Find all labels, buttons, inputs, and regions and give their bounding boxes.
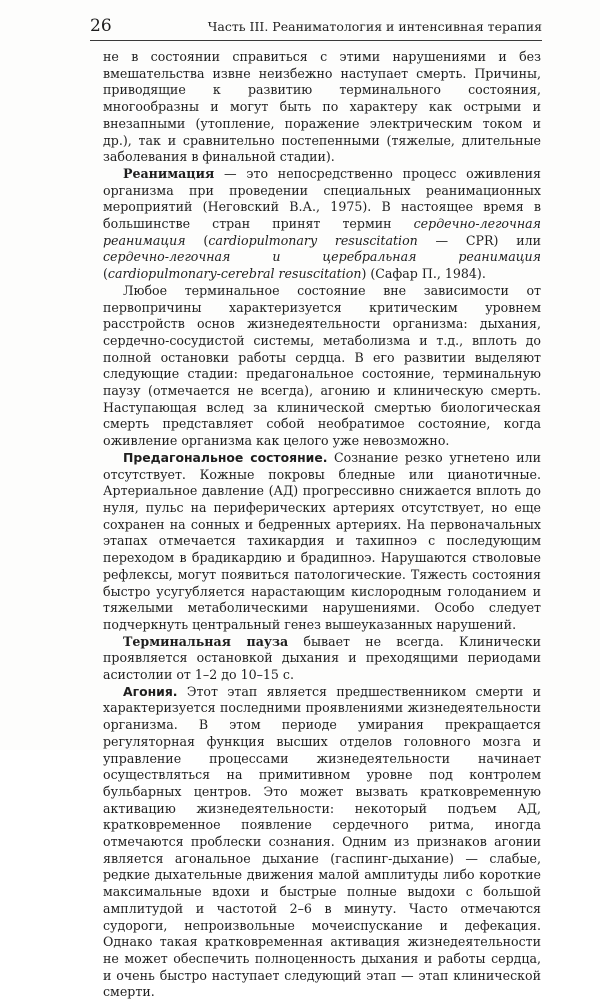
paragraph-agony [103,684,541,1001]
body-text [103,49,541,1001]
text-segment: ( [185,232,209,248]
text-segment: Сознание резко угнетено или отсутствует. Кожные покровы бледные или цианотичные. Артериальное давление (АД) прогрессивно снижается вплоть до нуля, пульс на периферических артериях отсутствует, но еще сохранен на сонных и бедренных артериях. На первоначальных этапах отмечается тахикардия и тахипноэ с последующим переходом в брадикардию и брадипноэ. Нарушаются стволовые рефлексы, могут появиться патологические. Тяжесть состояния быстро усугубляется нарастающим кислородным голоданием и тяжелыми метаболическими нарушениями. Особо следует подчеркнуть центральный генез вышеуказанных нарушений. [103,449,541,632]
term-terminal-pause: Терминальная пауза [123,633,289,649]
term-agony: Агония. [123,683,178,699]
term-preagonal: Предагональное состояние. [123,449,328,465]
text-segment: ) (Сафар П., 1984). [361,266,486,282]
paragraph-resuscitation [103,166,541,283]
text-segment: Этот этап является предшественником смерти и характеризуется последними проявлениями жизнедеятельности организма. В этом периоде умирания прекращается регуляторная функция высших отделов головного мозга и управление процессами жизнедеятельности начинает осуществляться на примитивном уровне под контролем бульбарных центров. Это может вызвать кратковременную активацию жизнедеятельности: некоторый подъем АД, кратковременное появление сердечного ритма, иногда отмечаются проблески сознания. Одним из признаков агонии является агональное дыхание (гаспинг-дыхание) — слабые, редкие дыхательные движения малой амплитуды либо короткие максимальные вдохи и быстрые полные выдохи с большой амплитудой и частотой 2–6 в минуту. Часто отмечаются судороги, непроизвольные мочеиспускание и дефекация. Однако такая кратковременная активация жизнедеятельности не может обеспечить полноценность дыхания и работы сердца, и очень быстро наступает следующий этап — этап клинической смерти. [103,683,541,1000]
page-header [90,16,542,38]
italic-term: сердечно-легочная и церебральная реанимация [103,249,541,265]
text-segment: — CPR) или [417,232,541,248]
text-segment: бывает не всегда. Клинически проявляется остановкой дыхания и преходящими периодами асистолии от 1–2 до 10–15 с. [103,633,541,683]
running-head: Часть III. Реаниматология и интенсивная терапия [207,19,542,34]
italic-term: сердечно-легочная реанимация [103,216,541,248]
italic-term: cardiopulmonary resuscitation [208,232,418,248]
paragraph-terminal-pause [103,634,541,684]
term-resuscitation: Реанимация [123,165,215,181]
italic-term: cardiopulmonary-cerebral resuscitation [107,266,362,282]
text-segment: — это непосредственно процесс оживления организма при проведении специальных реанимационных мероприятий (Неговский В.А., 1975). В настоящее время в большинстве стран принят термин [103,165,541,232]
paragraph-continuation: не в состоянии справиться с этими нарушениями и без вмешательства извне неизбежно наступает смерть. Причины, приводящие к развитию терминального состояния, многообразны и могут быть по характеру как острыми и внезапными (утопление, поражение электрическим током и др.), так и сравнительно постепенными (тяжелые, длительные заболевания в финальной стадии). [103,49,541,165]
paragraph-terminal-state: Любое терминальное состояние вне зависимости от первопричины характеризуется критическим уровнем расстройств основ жизнедеятельности организма: дыхания, сердечно-сосудистой системы, метаболизма и т.д., вплоть до полной остановки работы сердца. В его развитии выделяют следующие стадии: предагональное состояние, терминальную паузу (отмечается не всегда), агонию и клиническую смерть. Наступающая вслед за клинической смертью биологическая смерть представляет собой необратимое состояние, когда оживление организма как целого уже невозможно. [103,282,541,449]
page-number: 26 [90,16,112,36]
header-rule [90,40,542,41]
text-segment: ( [103,266,108,282]
paragraph-preagonal [103,450,541,634]
